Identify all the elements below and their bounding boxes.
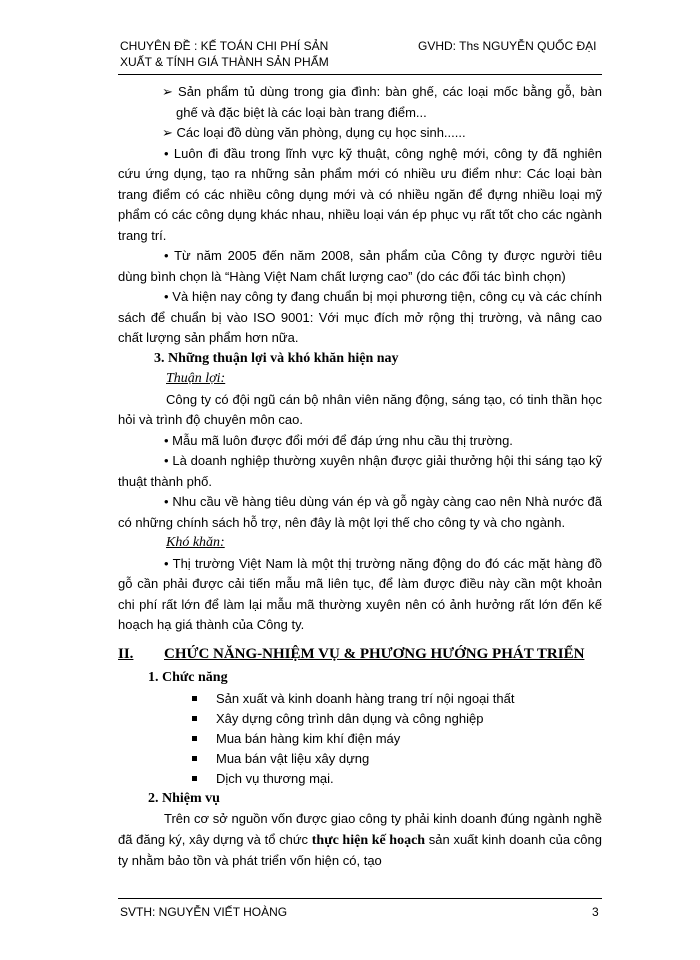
list-item: Xây dựng công trình dân dụng và công nghiệp — [118, 709, 602, 729]
list-item: Sản xuất và kinh doanh hàng trang trí nội ngoại thất — [118, 689, 602, 709]
duties-paragraph: Trên cơ sở nguồn vốn được giao công ty phải kinh doanh đúng ngành nghề đã đăng ký, xây dựng và tổ chức thực hiện kế hoạch sản xuất kinh doanh của công ty nhằm bảo tồn và phát triển vốn hiện có, tạo — [118, 811, 602, 868]
subheading-functions: 1. Chức năng — [148, 670, 228, 685]
emphasis-text: thực hiện kế hoạch — [311, 832, 426, 848]
square-bullet-icon — [192, 716, 197, 721]
square-bullet-icon — [192, 736, 197, 741]
footer-student: SVTH: NGUYỄN VIẾT HOÀNG — [120, 905, 288, 919]
page-number: 3 — [592, 905, 599, 919]
header-rule — [118, 74, 602, 75]
header-title-line1: CHUYÊN ĐỀ : KẾ TOÁN CHI PHÍ SẢN — [120, 39, 329, 53]
bullet-paragraph: • Là doanh nghiệp thường xuyên nhận được giải thưởng hội thi sáng tạo kỹ thuật thành phố. — [118, 453, 602, 489]
bullet-paragraph: • Luôn đi đầu trong lĩnh vực kỹ thuật, công nghệ mới, công ty đã nghiên cứu ứng dụng, tạo ra những sản phẩm mới có nhiều ưu điểm như: Các loại bàn trang điểm có các nhiều công dụng mới và có nhiều ngăn để đựng nhiều loại mỹ phẩm có các công dụng khác nhau, nhiều loại ván ép phục vụ rất tốt cho các ngành trang trí. — [118, 145, 602, 243]
bullet-paragraph: • Nhu cầu về hàng tiêu dùng ván ép và gỗ ngày càng cao nên Nhà nước đã có những chính sách hỗ trợ, nên đây là một lợi thế cho công ty và cho ngành. — [118, 494, 602, 530]
list-item: Dịch vụ thương mại. — [118, 769, 602, 789]
square-bullet-icon — [192, 756, 197, 761]
bullet-paragraph: • Từ năm 2005 đến năm 2008, sản phẩm của Công ty được người tiêu dùng bình chọn là “Hàng Việt Nam chất lượng cao” (do các đối tác bình chọn) — [118, 248, 602, 284]
subheading-duties: 2. Nhiệm vụ — [148, 790, 220, 806]
section-title: CHỨC NĂNG-NHIỆM VỤ & PHƯƠNG HƯỚNG PHÁT TRIỂN — [164, 645, 585, 662]
header-left — [120, 38, 380, 70]
square-bullet-icon — [192, 776, 197, 781]
advantages-text: Công ty có đội ngũ cán bộ nhân viên năng động, sáng tạo, có tinh thần học hỏi và trình độ chuyên môn cao. — [118, 391, 602, 427]
footer-rule — [118, 898, 602, 899]
functions-list — [118, 689, 602, 789]
header-supervisor: GVHD: Ths NGUYỄN QUỐC ĐẠI — [418, 39, 597, 53]
product-arrow-2: ➢ Các loại đồ dùng văn phòng, dụng cụ học sinh...... — [162, 125, 466, 140]
list-item: Mua bán hàng kim khí điện máy — [118, 729, 602, 749]
bullet-paragraph: • Mẫu mã luôn được đổi mới để đáp ứng nhu cầu thị trường. — [164, 432, 513, 448]
product-arrow-1: ➢ Sản phẩm tủ dùng trong gia đình: bàn ghế, các loại mốc bằng gỗ, bàn ghế và đặc biệt là các loại bàn trang điểm... — [162, 84, 602, 120]
bullet-paragraph: • Và hiện nay công ty đang chuẩn bị mọi phương tiện, công cụ và các chính sách để chuẩn bị vào ISO 9001: Với mục đích mở rộng thị trường, và nâng cao chất lượng sản phẩm hơn nữa. — [118, 289, 602, 345]
heading-advantages-difficulties: 3. Những thuận lợi và khó khăn hiện nay — [154, 350, 399, 366]
list-item: Mua bán vật liệu xây dựng — [118, 749, 602, 769]
section-heading — [118, 644, 602, 665]
header-title-line2: XUẤT & TÍNH GIÁ THÀNH SẢN PHẨM — [120, 55, 329, 69]
label-difficulties: Khó khăn: — [166, 535, 225, 550]
bullet-paragraph: • Thị trường Việt Nam là một thị trường năng động do đó các mặt hàng đồ gỗ cần phải được cải tiến mẫu mã liên tục, để làm được điều này cần một khoản chi phí rất lớn để làm lại mẫu mã thường xuyên nên có ảnh hưởng rất lớn đến kế hoạch hạ giá thành của Công ty. — [118, 555, 602, 632]
square-bullet-icon — [192, 696, 197, 701]
section-number: II. — [118, 645, 134, 662]
label-advantages: Thuận lợi: — [166, 371, 226, 386]
page-content — [118, 82, 602, 872]
